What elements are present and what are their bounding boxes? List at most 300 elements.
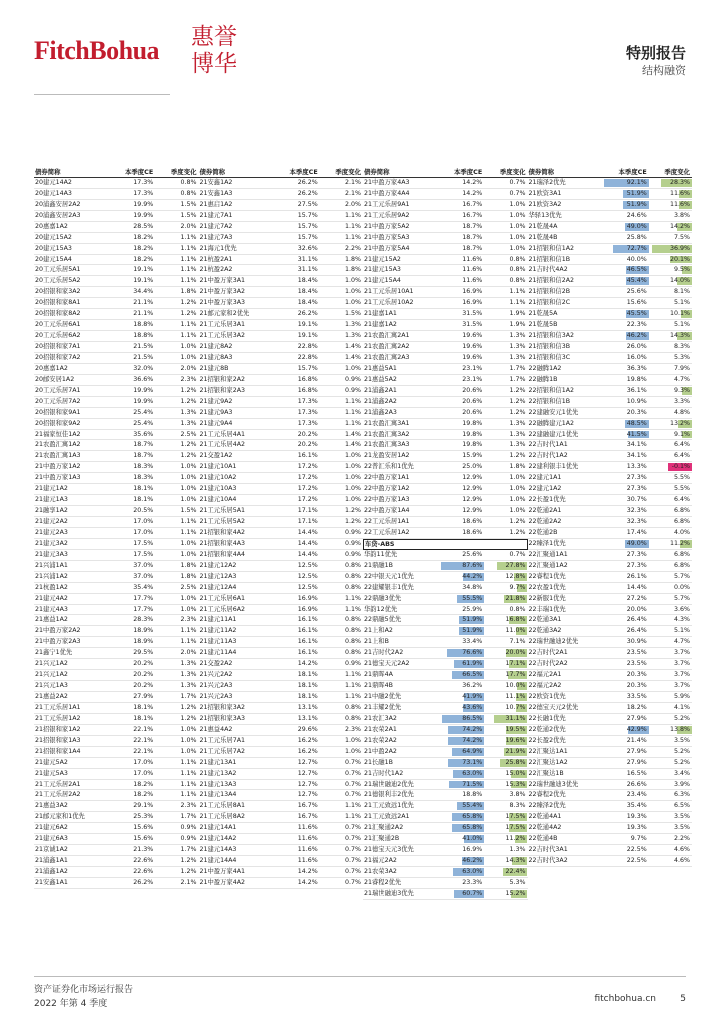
- change-value-text: 1.3%: [509, 846, 526, 854]
- change-value: [320, 309, 363, 319]
- change-value-text: 19.6%: [505, 736, 526, 744]
- ce-value-text: 20.2%: [297, 441, 318, 449]
- ce-value-text: 18.7%: [462, 222, 483, 230]
- change-value: [484, 823, 527, 833]
- ce-value: [273, 342, 320, 352]
- ce-value: [602, 419, 649, 429]
- ce-value: [273, 878, 320, 888]
- change-value: [484, 747, 527, 757]
- change-value-text: 14.0%: [669, 277, 690, 285]
- ce-value-text: 40.0%: [626, 255, 647, 263]
- change-value: [155, 714, 198, 724]
- ce-value-text: 18.9%: [133, 638, 154, 646]
- ce-value-text: 11.6%: [297, 846, 318, 854]
- ce-value-text: 23.5%: [626, 660, 647, 668]
- bond-name: 21惠益1A2: [35, 616, 68, 624]
- change-value: [484, 309, 527, 319]
- ce-value-text: 20.2%: [133, 682, 154, 690]
- ce-value-text: 19.8%: [462, 430, 483, 438]
- change-value: [155, 495, 198, 505]
- ce-value-text: 19.6%: [462, 343, 483, 350]
- bond-name: 21建元12A4: [199, 583, 237, 591]
- bond-name: 21农盈汇寓1A2: [35, 441, 81, 449]
- change-value-text: 3.7%: [673, 682, 690, 690]
- change-value: [484, 692, 527, 702]
- change-value-text: 0.7%: [509, 178, 526, 186]
- ce-value: [109, 583, 156, 593]
- change-value: [484, 397, 527, 407]
- change-value-text: 1.4%: [344, 353, 361, 361]
- ce-value-text: 16.7%: [297, 802, 318, 810]
- ce-value-text: 34.1%: [626, 441, 647, 449]
- change-value: [484, 353, 527, 363]
- change-value-text: 12.8%: [505, 572, 526, 580]
- ce-value-text: 18.1%: [133, 496, 154, 504]
- change-value-text: 1.0%: [180, 594, 197, 602]
- ce-value-text: 18.1%: [297, 682, 318, 690]
- ce-value: [109, 386, 156, 396]
- ce-value: [602, 495, 649, 505]
- column-header-ce: 本季度CE: [454, 168, 483, 176]
- table-row: [363, 736, 528, 747]
- table-row: [363, 823, 528, 834]
- change-value: [649, 298, 692, 308]
- table-row: [34, 408, 199, 419]
- bond-name: 21中盈万家5A4: [364, 244, 410, 252]
- ce-value-text: 20.0%: [626, 605, 647, 613]
- change-value-text: 4.7%: [673, 638, 690, 646]
- change-value-text: 0.8%: [344, 703, 361, 711]
- ce-value-text: 36.3%: [626, 364, 647, 372]
- table-row: [528, 780, 693, 791]
- ce-value-text: 18.1%: [133, 485, 154, 493]
- ce-value: [273, 615, 320, 625]
- bond-name: 21建元10A2: [199, 474, 237, 482]
- bond-name: 21兴元1A2: [35, 671, 68, 679]
- change-value-text: 7.5%: [673, 233, 690, 241]
- change-value-text: 1.1%: [344, 408, 361, 416]
- ce-value: [602, 539, 649, 549]
- change-value-text: 1.7%: [509, 375, 526, 383]
- change-value-text: 1.2%: [509, 386, 526, 394]
- bond-name: 21中盈万家1A3: [35, 474, 81, 482]
- bond-name: 21建嘉1A1: [364, 310, 397, 318]
- table-row: [363, 320, 528, 331]
- table-row: [363, 484, 528, 495]
- table-row: [199, 342, 364, 353]
- table-row: [199, 692, 364, 703]
- ce-value-text: 36.2%: [462, 682, 483, 690]
- table-column: [528, 167, 693, 900]
- bond-name: 20招银和家8A2: [35, 310, 81, 318]
- bond-name: 21工元乐居7A2: [199, 747, 246, 755]
- change-value: [484, 703, 527, 713]
- bond-name: 22吉时代1A2: [528, 452, 568, 460]
- change-value: [484, 495, 527, 505]
- ce-value: [109, 758, 156, 768]
- ce-value-text: 22.3%: [626, 321, 647, 329]
- bond-name: 21惠益2A2: [35, 693, 68, 700]
- table-row: [34, 725, 199, 736]
- change-value: [320, 780, 363, 790]
- ce-value: [109, 626, 156, 636]
- change-value-text: 1.0%: [344, 299, 361, 307]
- bond-name: 21瑞世融迪2优先: [364, 780, 414, 788]
- table-row: [363, 222, 528, 233]
- change-value-text: 0.8%: [180, 178, 197, 186]
- ce-value: [273, 309, 320, 319]
- change-value-text: 1.1%: [180, 627, 197, 635]
- ce-value-text: 16.5%: [626, 769, 647, 777]
- table-row: [34, 812, 199, 823]
- ce-value-text: 92.1%: [626, 178, 647, 186]
- table-row: [34, 561, 199, 572]
- table-row: [199, 430, 364, 441]
- bond-name: 21惠启1A2: [199, 200, 233, 208]
- ce-value: [109, 834, 156, 844]
- change-value: [320, 419, 363, 429]
- bond-name: 20惠嘉1A2: [35, 364, 68, 372]
- ce-value: [109, 430, 156, 440]
- ce-value: [602, 681, 649, 691]
- change-value-text: 0.8%: [344, 572, 361, 580]
- change-value: [320, 550, 363, 560]
- ce-value-text: 14.4%: [297, 528, 318, 536]
- change-value-text: 15.3%: [505, 780, 526, 788]
- bond-name: 22吉时代1A1: [528, 441, 568, 449]
- change-value-text: 0.8%: [509, 255, 526, 263]
- change-value-text: 14.3%: [669, 332, 690, 340]
- change-value-text: 19.5%: [505, 725, 526, 733]
- ce-value: [602, 408, 649, 418]
- ce-value-text: 16.7%: [462, 200, 483, 208]
- change-value: [155, 364, 198, 374]
- bond-name: 21建元7A2: [199, 222, 233, 230]
- change-value-text: 7.1%: [509, 638, 526, 646]
- change-value: [155, 342, 198, 352]
- ce-value-text: 33.5%: [626, 693, 647, 700]
- table-row: [363, 867, 528, 878]
- change-value: [320, 867, 363, 877]
- change-value: [155, 276, 198, 286]
- bond-name: 22吉时代2A1: [528, 649, 568, 657]
- table-row: [528, 769, 693, 780]
- change-value: [155, 659, 198, 669]
- table-row: [363, 255, 528, 266]
- change-value: [320, 517, 363, 527]
- change-value: [649, 495, 692, 505]
- change-value: [320, 484, 363, 494]
- change-value-text: 1.2%: [180, 386, 197, 394]
- ce-value: [273, 233, 320, 243]
- ce-value: [273, 561, 320, 571]
- bond-name: 21建元4A3: [35, 605, 68, 613]
- ce-value-text: 44.2%: [462, 572, 483, 580]
- ce-value-text: 26.0%: [626, 343, 647, 350]
- change-value-text: 2.2%: [344, 244, 361, 252]
- change-value-text: 1.3%: [344, 321, 361, 329]
- ce-value-text: 19.1%: [297, 321, 318, 329]
- table-row: [34, 211, 199, 222]
- bond-name: 21建元7A3: [199, 233, 233, 241]
- ce-value-text: 31.5%: [462, 321, 483, 329]
- ce-value-text: 27.9%: [626, 714, 647, 722]
- change-value: [320, 714, 363, 724]
- change-value: [155, 769, 198, 779]
- ce-value-text: 37.0%: [133, 572, 154, 580]
- table-row: [199, 255, 364, 266]
- change-value: [649, 473, 692, 483]
- ce-value-text: 19.9%: [133, 211, 154, 219]
- change-value-text: 1.0%: [344, 736, 361, 744]
- bond-name: 21兴元2A2: [199, 671, 233, 679]
- bond-name: 20工元乐居6A2: [35, 332, 81, 340]
- bond-name: 21建元13A4: [199, 791, 237, 799]
- change-value: [484, 801, 527, 811]
- ce-value: [438, 309, 485, 319]
- ce-value-text: 16.9%: [297, 605, 318, 613]
- change-value-text: 6.8%: [673, 507, 690, 515]
- bond-name: 21工元乐居6A2: [199, 605, 246, 613]
- bond-name: 22乾通2优先: [528, 725, 566, 733]
- table-row: [199, 189, 364, 200]
- bond-name: 22建融安元1优先: [528, 408, 579, 416]
- bond-name: 华驿13优先: [528, 211, 562, 219]
- change-value: [649, 594, 692, 604]
- ce-value: [602, 758, 649, 768]
- change-value-text: 0.8%: [344, 649, 361, 657]
- table-row: [34, 528, 199, 539]
- table-row: [199, 265, 364, 276]
- change-value-text: 1.0%: [180, 353, 197, 361]
- change-value: [155, 506, 198, 516]
- ce-value-text: 74.2%: [462, 736, 483, 744]
- ce-value-text: 15.6%: [133, 824, 154, 832]
- change-value: [155, 801, 198, 811]
- footer-url[interactable]: fitchbohua.cn: [594, 994, 656, 1004]
- table-row: [34, 386, 199, 397]
- change-value-text: 5.2%: [673, 714, 690, 722]
- column-header-name: 债券简称: [364, 168, 390, 176]
- change-value-text: 1.8%: [180, 572, 197, 580]
- bond-name: 21建元12A2: [199, 561, 237, 569]
- change-value: [484, 790, 527, 800]
- ce-value: [602, 353, 649, 363]
- ce-value-text: 18.9%: [133, 627, 154, 635]
- ce-value: [602, 189, 649, 199]
- bond-name: 22中盈万家1A4: [364, 507, 410, 515]
- bond-name: 22乾通3A2: [528, 627, 562, 635]
- change-value: [649, 714, 692, 724]
- bond-name: 21乾晟5B: [528, 321, 558, 329]
- ce-value: [109, 539, 156, 549]
- ce-value-text: 9.7%: [630, 835, 647, 843]
- bond-name: 22乾通2A2: [528, 518, 562, 525]
- ce-value: [273, 440, 320, 450]
- table-row: [528, 725, 693, 736]
- ce-value-text: 20.2%: [133, 660, 154, 668]
- table-row: [528, 834, 693, 845]
- table-row: [528, 408, 693, 419]
- change-value: [155, 692, 198, 702]
- change-value-text: 1.3%: [509, 441, 526, 449]
- bond-name: 21招银和家4A3: [199, 539, 246, 547]
- ce-value: [109, 189, 156, 199]
- change-value: [484, 834, 527, 844]
- ce-value-text: 21.4%: [626, 736, 647, 744]
- ce-value: [109, 440, 156, 450]
- ce-value: [438, 342, 485, 352]
- change-value-text: 1.0%: [180, 474, 197, 482]
- ce-value-text: 16.0%: [626, 353, 647, 361]
- ce-value: [273, 637, 320, 647]
- ce-value: [602, 605, 649, 615]
- table-row: [363, 714, 528, 725]
- table-row: [528, 561, 693, 572]
- ce-value-text: 18.6%: [462, 518, 483, 525]
- ce-value: [273, 473, 320, 483]
- change-value: [155, 375, 198, 385]
- table-row: [363, 397, 528, 408]
- change-value-text: 2.1%: [344, 178, 361, 186]
- ce-value: [109, 309, 156, 319]
- bond-name: 21农盈汇寓3A3: [364, 441, 410, 449]
- table-row: [363, 550, 528, 561]
- change-value-text: 0.8%: [509, 266, 526, 274]
- ce-value-text: 17.7%: [133, 605, 154, 613]
- bond-name: 21建元2A2: [35, 518, 68, 525]
- table-row: [363, 364, 528, 375]
- table-row: [199, 484, 364, 495]
- logo-seal: 惠誉博华: [191, 24, 237, 77]
- bond-name: 22汇聚达1A1: [528, 747, 568, 755]
- change-value-text: 1.0%: [509, 233, 526, 241]
- bond-name: 20建元15A3: [35, 244, 72, 252]
- bond-name: 21汇聚通2A2: [364, 824, 404, 832]
- ce-value: [109, 506, 156, 516]
- ce-value-text: 19.9%: [133, 200, 154, 208]
- ce-value: [438, 867, 485, 877]
- ce-value-text: 18.1%: [297, 693, 318, 700]
- ce-value-text: 61.9%: [462, 660, 483, 668]
- table-row: [528, 386, 693, 397]
- ce-value: [438, 211, 485, 221]
- change-value-text: 1.1%: [180, 321, 197, 329]
- ce-value-text: 63.0%: [462, 769, 483, 777]
- table-row: [34, 801, 199, 812]
- bond-name: 21瑞世融迪3优先: [364, 889, 414, 897]
- change-value-text: 6.4%: [673, 452, 690, 460]
- change-value: [320, 462, 363, 472]
- ce-value: [273, 528, 320, 538]
- table-row: [528, 298, 693, 309]
- bond-name: 21建元4A2: [35, 594, 68, 602]
- ce-value: [602, 287, 649, 297]
- ce-value-text: 18.3%: [133, 474, 154, 482]
- bond-name: 21招银和信2B: [528, 288, 571, 296]
- ce-value-text: 16.2%: [297, 747, 318, 755]
- change-value: [155, 615, 198, 625]
- change-value-text: 15.0%: [505, 769, 526, 777]
- ce-value: [438, 495, 485, 505]
- table-row: [199, 517, 364, 528]
- ce-value: [602, 845, 649, 855]
- ce-value-text: 12.5%: [297, 583, 318, 591]
- bond-name: 21睿程2优先: [364, 878, 402, 886]
- bond-name: 21安鑫1A1: [35, 878, 68, 886]
- change-value-text: 1.3%: [509, 332, 526, 340]
- change-value-text: 3.4%: [673, 769, 690, 777]
- change-value-text: 1.1%: [344, 594, 361, 602]
- bond-name: 22建元1A1: [528, 474, 562, 482]
- ce-value-text: 12.7%: [297, 780, 318, 788]
- change-value: [649, 834, 692, 844]
- change-value: [484, 276, 527, 286]
- bond-name: 21中盈万家2A3: [35, 638, 81, 646]
- table-row: [34, 780, 199, 791]
- ce-value: [438, 440, 485, 450]
- table-row: [199, 440, 364, 451]
- ce-value-text: 17.0%: [133, 518, 154, 525]
- bond-name: 22福元2A1: [528, 671, 562, 679]
- ce-value: [109, 375, 156, 385]
- ce-value: [438, 856, 485, 866]
- change-value: [484, 244, 527, 254]
- table-row: [363, 528, 528, 539]
- change-value-text: 2.5%: [180, 430, 197, 438]
- ce-value: [109, 397, 156, 407]
- ce-value: [602, 200, 649, 210]
- ce-value-text: 43.6%: [462, 703, 483, 711]
- change-value: [320, 200, 363, 210]
- change-value-text: 2.0%: [180, 364, 197, 372]
- change-value: [155, 211, 198, 221]
- change-value: [649, 703, 692, 713]
- bond-name: 20招银和家7A1: [35, 343, 81, 350]
- table-row: [528, 353, 693, 364]
- change-value-text: 17.1%: [505, 660, 526, 668]
- table-row: [363, 265, 528, 276]
- change-value: [155, 703, 198, 713]
- table-row: [34, 397, 199, 408]
- ce-value-text: 12.9%: [462, 485, 483, 493]
- change-value: [484, 233, 527, 243]
- change-value: [649, 419, 692, 429]
- change-value: [320, 331, 363, 341]
- change-value: [320, 440, 363, 450]
- table-row: [528, 495, 693, 506]
- ce-value-text: 35.6%: [133, 430, 154, 438]
- change-value-text: -0.1%: [671, 463, 690, 471]
- change-value: [320, 244, 363, 254]
- change-value-text: 2.3%: [344, 725, 361, 733]
- table-row: [34, 823, 199, 834]
- column-header-name: 债券简称: [528, 168, 555, 176]
- table-row: [199, 845, 364, 856]
- bond-name: 21建元10A1: [199, 463, 237, 471]
- change-value-text: 0.8%: [344, 627, 361, 635]
- change-value-text: 1.8%: [344, 266, 361, 274]
- ce-value: [273, 222, 320, 232]
- table-row: [528, 637, 693, 648]
- change-value-text: 2.3%: [180, 375, 197, 383]
- ce-value: [273, 594, 320, 604]
- change-value: [320, 189, 363, 199]
- bond-name: 21招银和家1A2: [35, 725, 81, 733]
- ce-value-text: 11.6%: [297, 824, 318, 832]
- change-value: [320, 353, 363, 363]
- ce-value: [438, 189, 485, 199]
